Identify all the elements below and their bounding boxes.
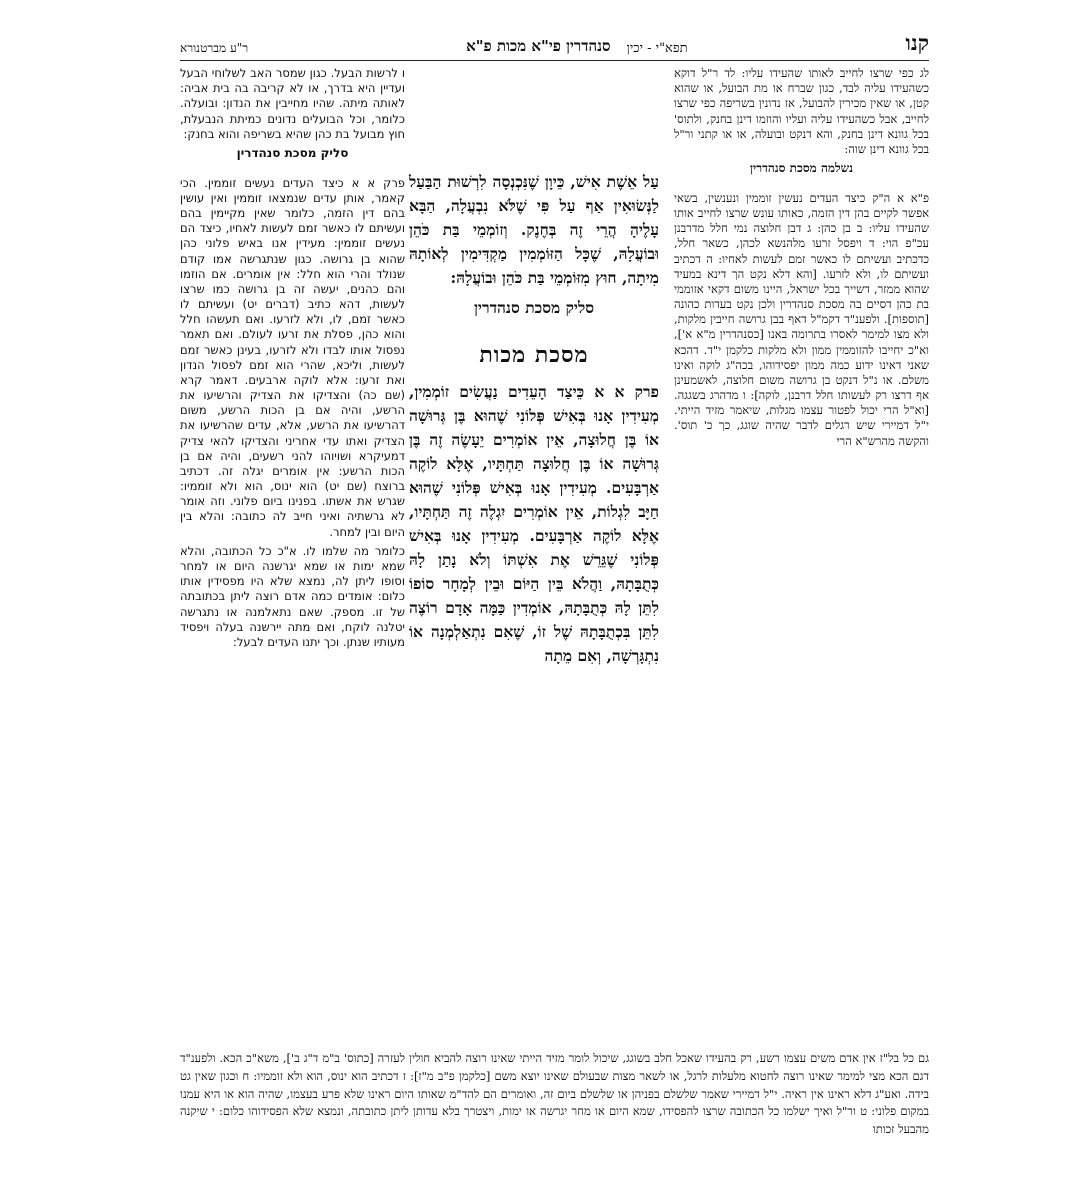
bartenura-sanhedrin-end: לג כפי שרצו לחייב לאותו שהעידו עליו: לד ר"ל דוקא כשהעידו עליה לבד, כגון שברח או מת הבועל, או שהוא קטן, או שאין מכירין להבועל, אז נדונין בשריפה כפי שרצו לחייב, אבל כשהעידו עליה ועליו והוזמו דינן בחנק, ולתוס' בכל גוונא דינן בחנק, והא דנקט ובועלה, או או קתני ור"ל בכל גוונא דינן שוה: <box>674 66 929 156</box>
page-number: קנו <box>905 30 929 55</box>
mishna-makkot-1-1: פרק א א כֵּיצַד הָעֵדִים נַעֲשִׂים זוֹמְמִין, מְעִידִין אָנוּ בְּאִישׁ פְּלוֹנִי שֶׁהוּא בֶּן גְּרוּשָׁה אוֹ בֶּן חֲלוּצָה, אֵין אוֹמְרִים יֵעָשֶׂה זֶה בֶּן גְּרוּשָׁה אוֹ בֶּן חֲלוּצָה תַּחְתָּיו, אֶלָּא לוֹקֶה אַרְבָּעִים. מְעִידִין אָנוּ בְּאִישׁ פְּלוֹנִי שֶׁהוּא חַיָּב לִגְלוֹת, אֵין אוֹמְרִים יִגְלֶה זֶה תַּחְתָּיו, אֶלָּא לוֹקֶה אַרְבָּעִים. מְעִידִין אָנוּ בְּאִישׁ פְּלוֹנִי שֶׁגֵּרֵשׁ אֶת אִשְׁתּוֹ וְלֹא נָתַן לָהּ כְּתֻבָּתָהּ, וַהֲלֹא בֵּין הַיּוֹם וּבֵין לְמָחָר סוֹפוֹ לִתֵּן לָהּ כְּתֻבָּתָהּ, אוֹמְדִין כַּמָּה אָדָם רוֹצֶה לִתֵּן בִּכְתֻבָּתָהּ שֶׁל זוֹ, שֶׁאִם נִתְאַלְמְנָה אוֹ נִתְגָּרְשָׁה, וְאִם מֵתָה <box>409 382 659 666</box>
commentator-name: ר"ע מברטנורא <box>180 41 249 55</box>
rashi-makkot-continuation: כלומר מה שלמו לו. א"כ כל הכתובה, והלא שמא ימות או שמא יגרשנה היום או למחר וסופו ליתן לה, נמצא שלא היו מפסידין אותו כלום: אומדים כמה אדם רוצה ליתן בכתובתה של זו. מספק. שאם נתאלמנה או נתגרשה יטלנה לוקח, ואם מתה יירשנה בעלה ויפסיד מעותיו שנתן. וכך יתנו העדים לבעל: <box>180 543 405 649</box>
mishna-sanhedrin-end: עַל אֵשֶׁת אִישׁ, כֵּיוָן שֶׁנִּכְנְסָה לִרְשׁוּת הַבַּעַל לַנְּשׂוּאִין אַף עַל פִּי שֶׁלֹּא נִבְעֲלָה, הַבָּא עָלֶיהָ הֲרֵי זֶה בְּחֶנֶק. וְזוֹמְמֵי בַּת כֹּהֵן וּבוֹעֲלָהּ, שֶׁכָּל הַזּוֹמְמִין מַקְדִּימִין לְאוֹתָהּ מִיתָה, חוּץ מִזּוֹמְמֵי בַּת כֹּהֵן וּבוֹעֲלָהּ: <box>409 172 659 288</box>
bartenura-colophon: נשלמה מסכת סנהדרין <box>749 161 853 176</box>
tractate-makkot-title: מסכת מכות <box>479 342 589 369</box>
mishna-column <box>409 170 659 672</box>
tractate-title: סנהדרין פי"א מכות פ"א <box>466 37 611 55</box>
footer-paragraph: גם כל בל"ז אין אדם משים עצמו רשע, רק בהעידו שאכל חלב בשוגג, שיכול לומר מזיד הייתי שאינו רוצה להביא חולין לעזרה [כתוס' ב"מ ד"ג ב'], משא"כ הכא. ולפענ"ד דגם הכא מצי למימר שאינו רוצה לחטוא מלעלות לרגל, או לשאר מצות שבעולם שאינו יוצא משם [כלקמן פ"ב מ"ז]: ז דכתיב הוא ינוס, הוא ולא זוממיו: ח וכגון שאין גט בידה. ואע"ג דלא ראינו אין ראיה. י"ל דמיירי שאמר שלשלם בפניהן או שלשלם ביום זה, ואומרים הם להד"מ שאותו היום ראינו שלא פרע בעצמו, שהיה הוא או היא עמנו במקום פלוני: ט ור"ל ואיך ישלמו כל הכתובה שרצו להפסידו, שמא היום או מחר יגרשה או ימות, ויצטרך בלא עדותן ליתן כתובתה, ונמצא שלא הפסידוהו כלום: י שיקנה מהבעל זכותו <box>180 1051 929 1137</box>
running-header <box>180 30 929 56</box>
rashi-sanhedrin-end: ו לרשות הבעל. כגון שמסר האב לשלוחי הבעל ועדיין היא בדרך, או לא קריבה בה בית אביה: לאותה מיתה. שהיו מחייבין את הנדון: ובועלה. כלומר, וכל הבועלים נדונים כמיתת הנבעלת, חוץ מבועל בת כהן שהיא בשריפה והוא בחנק: <box>180 66 405 141</box>
mishna-colophon: סליק מסכת סנהדרין <box>473 298 595 318</box>
header-center <box>466 37 687 56</box>
rashi-column <box>180 66 405 654</box>
bartenura-column <box>674 66 929 453</box>
header-rule <box>180 60 929 61</box>
header-range: תפא"י - יכין <box>626 41 688 56</box>
bartenura-makkot-commentary: פ"א א ה"ק כיצד העדים נעשין זוממין ונענשין, בשאי אפשר לקיים בהן דין הזמה, כאותו עונש שרצו לחייב אותו שהעידו עליו: ב בן כהן: ג דבן חלוצה נמי חלל מדרבנן עכ"פ הוי: ד ויפסל זרעו מלהנשא לכהן, כשאר חלל, כדכתיב ועשיתם לו כאשר זמם לעשות לאחיו: ה דכתיב ועשיתם לו, ולא לזרעו. [והא דלא נקט הך דינא במעיד שהוא ממזר, דשייך בכל ישראל, היינו משום דקאי אזוממי בת כהן דסיים בה מסכת סנהדרין ולכן נקט בעדות כהונה [תוספות]. ולפענ"ד דקמ"ל דאף בבן גרושה חייבין מלקות, ולא מצו למימר לאסרו בתרומה באנו [כסנהדרין מ"א א'], וא"כ יחייבו להזוממין ממון ולא מלקות כלקמן י"ד. דהכא שאני דאינו ידוע כמה ממון יפסידוהו, בכה"ג לוקה ואינו משלם. או נ"ל דנקט בן גרושה משום חלוצה, לאשמעינן אף דרצו רק לעשותו חלל דרבנן, לוקה]: ו מדהרג בשגגה. [וא"ל הרי יכול לפטור עצמו מגלות, שיאמר מזיד הייתי. י"ל דמיירי שיש רגלים לדבר שהיה שוגג, כך כ' תוס'. והקשה מהרש"א הרי <box>674 190 929 448</box>
rashi-makkot-commentary: פרק א א כיצד העדים נעשים זוממין. הכי קאמר, אותן עדים שנמצאו זוממין ואין עושין בהם דין הזמה, כלומר שאין מקיימין בהם ועשיתם לו כאשר זמם לעשות לאחיו, כיצד הם נעשים זוממין: מעידין אנו באיש פלוני כהן שהוא בן גרושה. כגון שנתגרשה אמו קודם שנולד והרי הוא חלל: אין אומרים. אם הוזמו והם כהנים, יעשה זה בן גרושה כמו שרצו לעשות, דהא כתיב (דברים יט) ועשיתם לו כאשר זמם, לו, ולא לזרעו. ואם תעשהו חלל והוא כהן, פסלת את זרעו לעולם. ואם תאמר נפסול אותו לבדו ולא לזרעו, בעינן כאשר זמם לעשות, וליכא, שהרי הוא זמם לפסול הנדון ואת זרעו: אלא לוקה ארבעים. דאמר קרא (שם כה) והצדיקו את הצדיק והרשיעו את הרשע, והיה אם בן הכות הרשע, משום דהרשיעו את הרשע, אלא, עדים שהרשיעו את הצדיק ואתו עדי אחריני והצדיקו להאי צדיק דמעיקרא ושויוהו להני רשעים, והיה אם בן הכות הרשע: אין אומרים יגלה זה. דכתיב ברוצח (שם יט) הוא ינוס, הוא ולא זוממיו: שגרש את אשתו. בפנינו ביום פלוני. וזה אומר לא גרשתיה ואיני חייב לה כתובה: והלא בין היום ובין למחר. <box>180 175 405 539</box>
rashi-colophon: סליק מסכת סנהדרין <box>236 145 349 160</box>
footer-commentary <box>180 1050 929 1139</box>
